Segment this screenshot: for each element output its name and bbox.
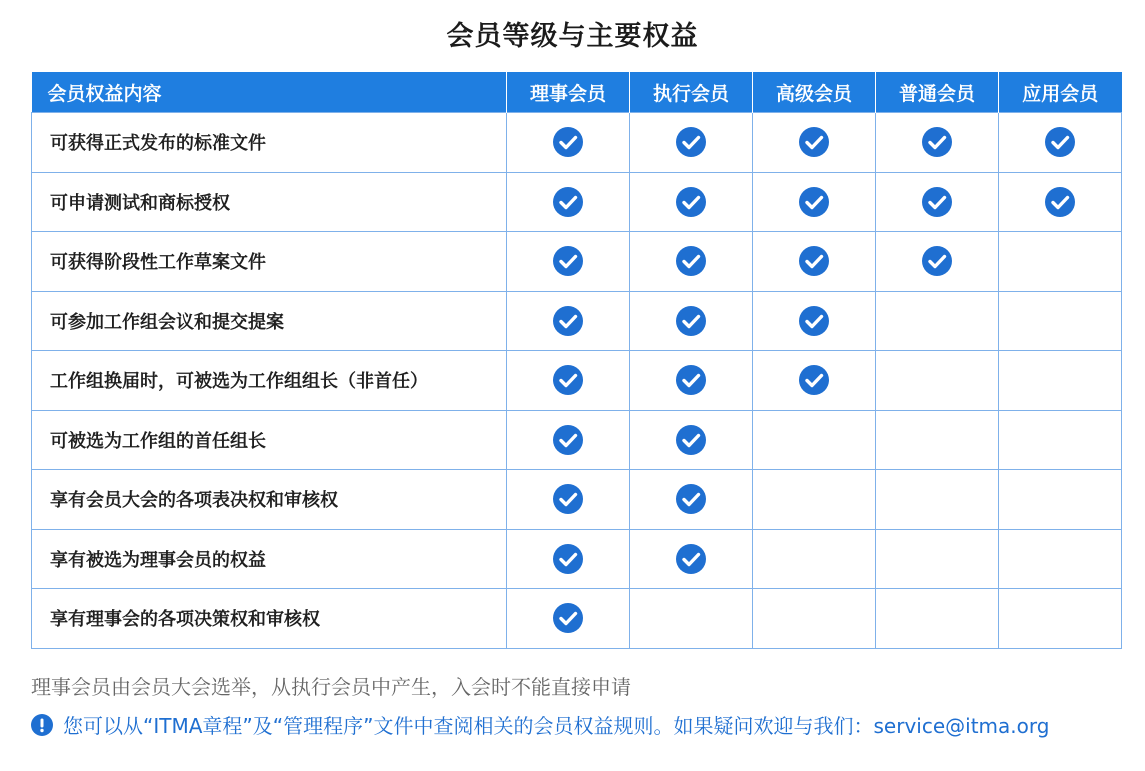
checkmark-icon (798, 305, 830, 337)
benefit-label: 工作组换届时，可被选为工作组组长（非首任） (32, 351, 507, 411)
checkmark-icon (552, 245, 584, 277)
column-header-application-member: 应用会员 (999, 72, 1122, 113)
benefit-cell (630, 113, 753, 173)
checkmark-icon (552, 186, 584, 218)
table-row (32, 529, 1122, 589)
benefit-cell (753, 410, 876, 470)
page-title: 会员等级与主要权益 (446, 21, 699, 52)
column-header-benefit: 会员权益内容 (32, 72, 507, 113)
benefit-cell (753, 172, 876, 232)
benefit-cell (507, 291, 630, 351)
benefit-cell (999, 470, 1122, 530)
table-row (32, 172, 1122, 232)
benefit-cell (999, 529, 1122, 589)
table-row (32, 291, 1122, 351)
table-row (32, 410, 1122, 470)
table-row (32, 232, 1122, 292)
benefit-cell (630, 232, 753, 292)
benefit-cell (507, 351, 630, 411)
checkmark-icon (552, 483, 584, 515)
benefit-cell (753, 529, 876, 589)
benefit-cell (507, 529, 630, 589)
benefit-cell (876, 113, 999, 173)
table-row (32, 351, 1122, 411)
column-header-council-member: 理事会员 (507, 72, 630, 113)
benefit-label: 享有被选为理事会员的权益 (32, 529, 507, 589)
benefit-label: 可参加工作组会议和提交提案 (32, 291, 507, 351)
benefit-cell (753, 291, 876, 351)
benefit-cell (507, 172, 630, 232)
checkmark-icon (798, 126, 830, 158)
benefit-cell (630, 589, 753, 649)
benefit-cell (876, 291, 999, 351)
checkmark-icon (675, 543, 707, 575)
benefit-cell (630, 410, 753, 470)
benefit-cell (999, 113, 1122, 173)
checkmark-icon (1044, 126, 1076, 158)
checkmark-icon (675, 424, 707, 456)
checkmark-icon (552, 424, 584, 456)
benefit-label: 享有会员大会的各项表决权和审核权 (32, 470, 507, 530)
checkmark-icon (675, 483, 707, 515)
checkmark-icon (552, 543, 584, 575)
benefit-cell (876, 172, 999, 232)
checkmark-icon (798, 364, 830, 396)
benefit-cell (876, 232, 999, 292)
checkmark-icon (921, 186, 953, 218)
checkmark-icon (552, 126, 584, 158)
contact-line (31, 710, 1049, 739)
column-header-senior-member: 高级会员 (753, 72, 876, 113)
benefit-label: 可获得正式发布的标准文件 (32, 113, 507, 173)
benefit-cell (507, 589, 630, 649)
table-row (32, 589, 1122, 649)
checkmark-icon (798, 245, 830, 277)
benefit-cell (753, 232, 876, 292)
benefit-cell (507, 113, 630, 173)
benefit-label: 享有理事会的各项决策权和审核权 (32, 589, 507, 649)
benefit-cell (507, 410, 630, 470)
checkmark-icon (675, 364, 707, 396)
table-row (32, 113, 1122, 173)
benefit-cell (876, 470, 999, 530)
checkmark-icon (921, 245, 953, 277)
benefit-label: 可申请测试和商标授权 (32, 172, 507, 232)
benefit-cell (753, 470, 876, 530)
benefit-label: 可获得阶段性工作草案文件 (32, 232, 507, 292)
benefit-cell (999, 232, 1122, 292)
info-icon (31, 714, 53, 736)
benefit-cell (630, 291, 753, 351)
benefits-table (31, 72, 1122, 649)
benefit-cell (999, 410, 1122, 470)
checkmark-icon (675, 305, 707, 337)
benefit-cell (876, 529, 999, 589)
benefit-cell (630, 351, 753, 411)
checkmark-icon (552, 364, 584, 396)
benefit-cell (507, 470, 630, 530)
checkmark-icon (921, 126, 953, 158)
checkmark-icon (675, 245, 707, 277)
benefit-cell (999, 351, 1122, 411)
benefit-cell (876, 410, 999, 470)
benefit-cell (630, 529, 753, 589)
benefit-cell (630, 470, 753, 530)
checkmark-icon (675, 186, 707, 218)
checkmark-icon (552, 305, 584, 337)
benefit-cell (507, 232, 630, 292)
benefit-cell (630, 172, 753, 232)
checkmark-icon (675, 126, 707, 158)
benefit-label: 可被选为工作组的首任组长 (32, 410, 507, 470)
checkmark-icon (798, 186, 830, 218)
benefit-cell (999, 172, 1122, 232)
column-header-regular-member: 普通会员 (876, 72, 999, 113)
checkmark-icon (1044, 186, 1076, 218)
benefit-cell (999, 291, 1122, 351)
benefit-cell (876, 589, 999, 649)
benefit-cell (876, 351, 999, 411)
benefit-cell (753, 113, 876, 173)
contact-text: 您可以从“ITMA章程”及“管理程序”文件中查阅相关的会员权益规则。如果疑问欢迎与我们：service@itma.org (63, 714, 1050, 738)
benefit-cell (753, 589, 876, 649)
table-row (32, 470, 1122, 530)
table-header-row (32, 72, 1122, 113)
column-header-executive-member: 执行会员 (630, 72, 753, 113)
election-note: 理事会员由会员大会选举，从执行会员中产生，入会时不能直接申请 (31, 675, 631, 699)
benefit-cell (999, 589, 1122, 649)
benefit-cell (753, 351, 876, 411)
checkmark-icon (552, 602, 584, 634)
